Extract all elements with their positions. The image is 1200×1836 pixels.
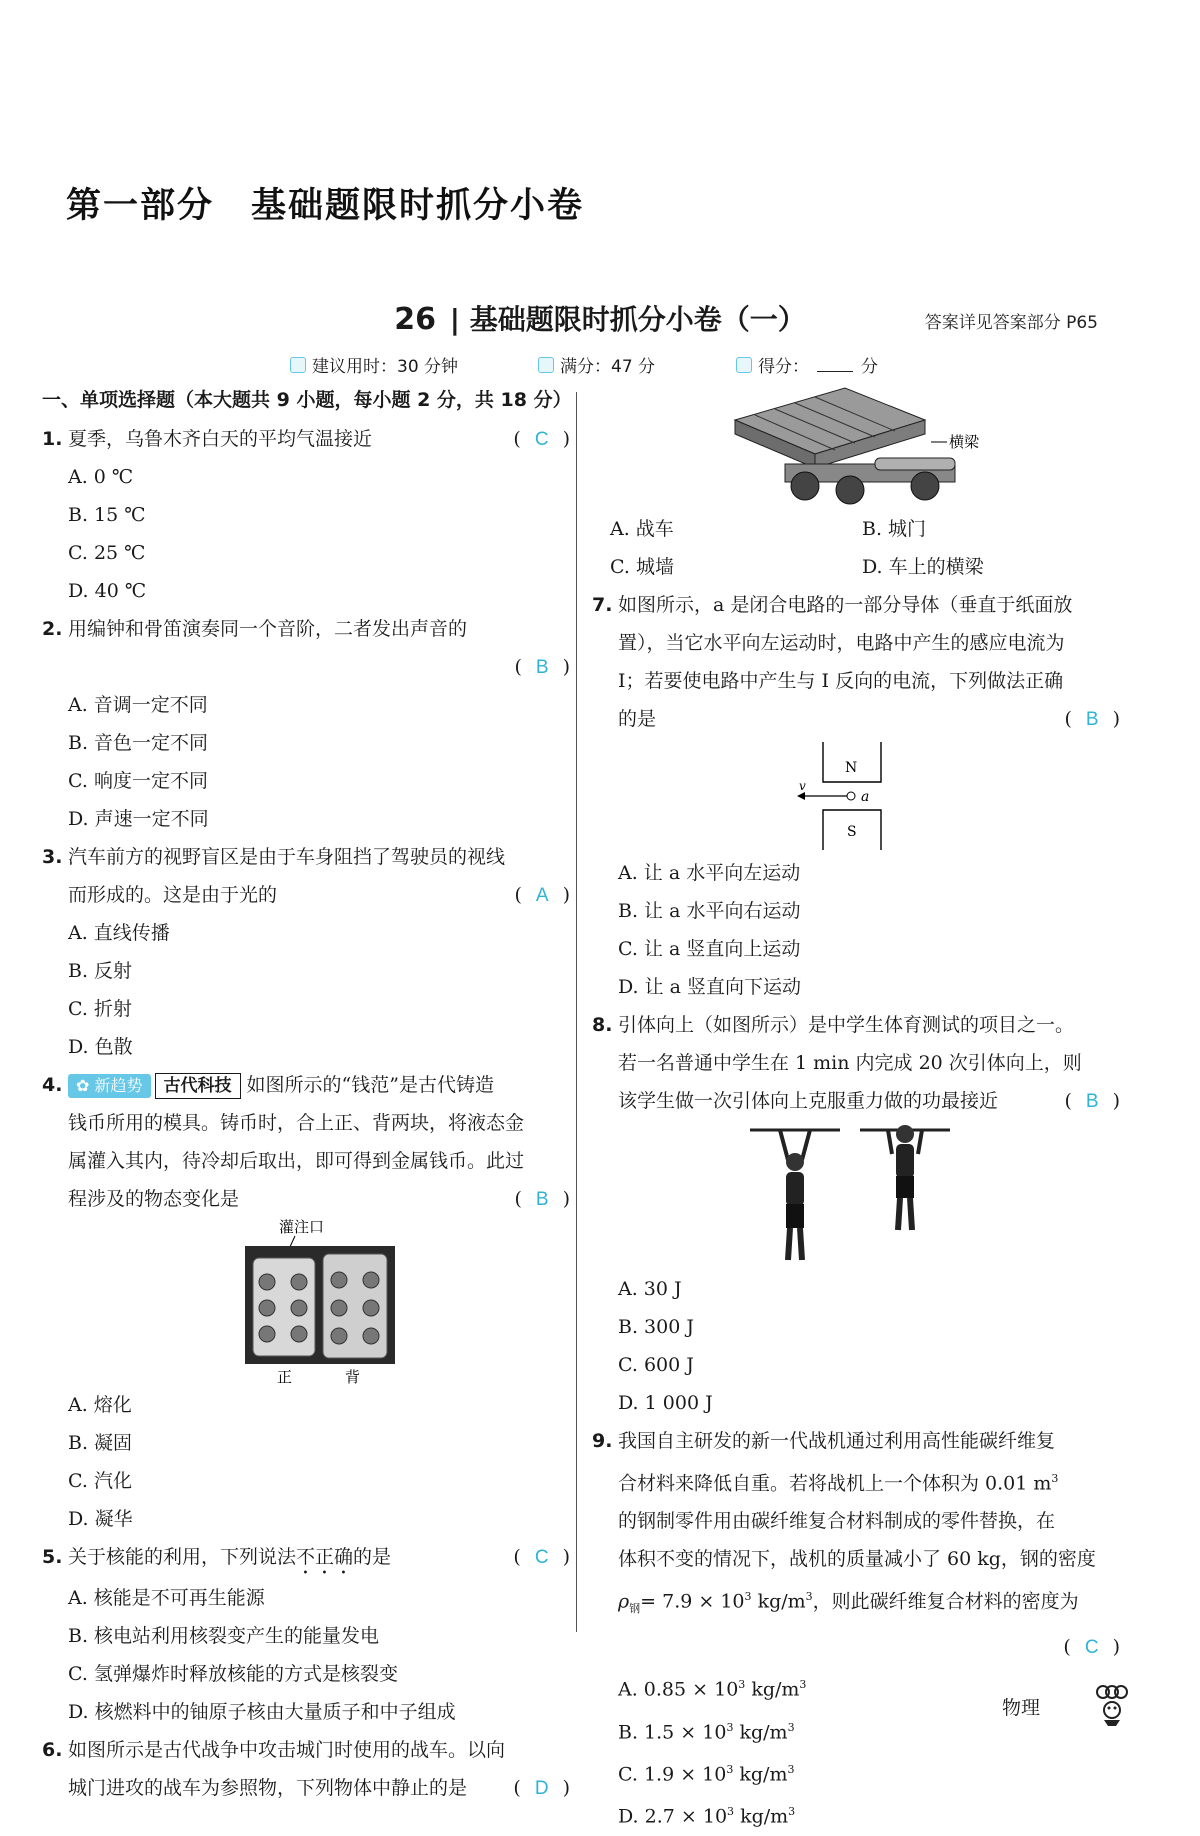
answer-letter: C bbox=[534, 429, 549, 450]
stem-text: 程涉及的物态变化是 bbox=[68, 1188, 240, 1210]
question-9 bbox=[590, 1422, 1120, 1836]
pullup-figure bbox=[590, 1120, 1120, 1270]
option-d[interactable]: D. 1 000 J bbox=[618, 1392, 713, 1414]
stem-text: 夏季，乌鲁木齐白天的平均气温接近 bbox=[68, 428, 373, 450]
question-2 bbox=[40, 610, 570, 838]
answer-slot: ( B ) bbox=[514, 656, 570, 678]
question-stem-line4 bbox=[590, 700, 1120, 738]
options bbox=[590, 854, 1120, 1006]
q6-options bbox=[590, 510, 1120, 586]
time-meta bbox=[290, 352, 458, 377]
mascot-logo-icon bbox=[1094, 1684, 1130, 1732]
score-blank[interactable] bbox=[817, 357, 853, 372]
score-unit: 分 bbox=[861, 357, 878, 377]
question-5 bbox=[40, 1538, 570, 1731]
answer-row bbox=[40, 648, 570, 686]
right-column bbox=[590, 428, 1120, 1836]
magnet-figure bbox=[590, 738, 1120, 854]
stem-text: 而形成的。这是由于光的 bbox=[68, 884, 278, 906]
options bbox=[590, 1270, 1120, 1422]
option-d[interactable]: D. 车上的横梁 bbox=[862, 556, 984, 578]
question-3 bbox=[40, 838, 570, 1066]
topic-tag: 古代科技 bbox=[155, 1073, 241, 1099]
option-b[interactable]: B. 音色一定不同 bbox=[68, 732, 209, 754]
question-number: 2. bbox=[42, 618, 63, 640]
stem-text: 汽车前方的视野盲区是由于车身阻挡了驾驶员的视线 bbox=[68, 846, 506, 868]
score-meta bbox=[736, 352, 878, 377]
title-divider: | bbox=[449, 303, 460, 336]
answer-slot: ( B ) bbox=[1064, 708, 1120, 730]
question-stem-line2 bbox=[40, 876, 570, 914]
question-stem bbox=[590, 1422, 1120, 1460]
label-pour-inlet: 灌注口 bbox=[279, 1218, 325, 1236]
stem-text: 如图所示是古代战争中攻击城门时使用的战车。以向 bbox=[68, 1739, 506, 1761]
pullup-image bbox=[750, 1120, 960, 1270]
question-number: 5. bbox=[42, 1546, 63, 1568]
superscript: 3 bbox=[1051, 1472, 1059, 1485]
answer-letter: B bbox=[1085, 1091, 1099, 1112]
stem-text: 合材料来降低自重。若将战机上一个体积为 0.01 m bbox=[618, 1472, 1052, 1495]
question-stem-line5 bbox=[590, 1578, 1120, 1628]
answer-slot: ( A ) bbox=[514, 884, 570, 906]
option-b[interactable]: B. 核电站利用核裂变产生的能量发电 bbox=[68, 1625, 380, 1647]
question-7 bbox=[590, 586, 1120, 1006]
magnet-diagram bbox=[785, 738, 925, 854]
question-stem-line2: 钱币所用的模具。铸币时，合上正、背两块，将液态金 bbox=[68, 1112, 525, 1134]
stem-text: 该学生做一次引体向上克服重力做的功最接近 bbox=[618, 1090, 999, 1112]
column-divider bbox=[576, 392, 577, 1632]
medal-icon bbox=[736, 357, 752, 373]
option-c[interactable]: C. 氢弹爆炸时释放核能的方式是核裂变 bbox=[68, 1663, 398, 1685]
question-stem-line3 bbox=[590, 1082, 1120, 1120]
question-stem bbox=[40, 610, 570, 648]
option-d[interactable]: D. 凝华 bbox=[68, 1508, 133, 1530]
stem-text: 如图所示的“钱范”是古代铸造 bbox=[246, 1074, 494, 1096]
option-d[interactable]: D. 核燃料中的铀原子核由大量质子和中子组成 bbox=[68, 1701, 456, 1723]
question-stem bbox=[40, 1066, 570, 1104]
score-label: 得分： bbox=[758, 357, 809, 377]
left-column bbox=[40, 380, 570, 1807]
question-number: 1. bbox=[42, 428, 63, 450]
option-c[interactable]: C. 25 ℃ bbox=[68, 542, 146, 564]
rho-subscript: 钢 bbox=[629, 1602, 641, 1616]
option-c[interactable]: C. 让 a 竖直向上运动 bbox=[618, 938, 801, 960]
superscript: 3 bbox=[805, 1590, 813, 1604]
full-score-meta bbox=[538, 352, 655, 377]
stem-text: 引体向上（如图所示）是中学生体育测试的项目之一。 bbox=[618, 1014, 1075, 1036]
stem-text-end: 的是 bbox=[353, 1546, 392, 1568]
battering-ram-figure bbox=[590, 380, 1120, 510]
question-stem-line2: 若一名普通中学生在 1 min 内完成 20 次引体向上，则 bbox=[618, 1052, 1082, 1074]
stem-text: = 7.9 × 10 bbox=[640, 1590, 745, 1613]
options bbox=[40, 1386, 570, 1538]
new-trend-tag: ✿ 新趋势 bbox=[68, 1074, 151, 1098]
clock-icon bbox=[290, 357, 306, 373]
question-number: 9. bbox=[592, 1430, 613, 1452]
answer-slot: ( B ) bbox=[1064, 1090, 1120, 1112]
question-stem bbox=[40, 1538, 570, 1579]
label-velocity: v bbox=[799, 779, 806, 793]
label-back: 背 bbox=[345, 1368, 361, 1386]
part-title: 第一部分 基础题限时抓分小卷 bbox=[66, 186, 585, 226]
option-d[interactable]: D. 40 ℃ bbox=[68, 580, 147, 602]
question-8 bbox=[590, 1006, 1120, 1422]
rho-symbol: ρ bbox=[618, 1590, 630, 1613]
stem-text: ，则此碳纤维复合材料的密度为 bbox=[812, 1590, 1079, 1613]
pullup-person-hanging bbox=[750, 1130, 840, 1260]
answer-slot: ( C ) bbox=[1063, 1636, 1120, 1659]
section-title: 一、单项选择题（本大题共 9 小题，每小题 2 分，共 18 分） bbox=[42, 389, 572, 411]
question-number: 8. bbox=[592, 1014, 613, 1036]
question-number: 7. bbox=[592, 594, 613, 616]
option-c[interactable]: C. 城墙 bbox=[610, 556, 674, 578]
option-d[interactable]: D. 声速一定不同 bbox=[68, 808, 209, 830]
tag-text: 新趋势 bbox=[94, 1076, 143, 1095]
answer-slot: ( B ) bbox=[514, 1188, 570, 1210]
stem-text: 如图所示，a 是闭合电路的一部分导体（垂直于纸面放 bbox=[618, 594, 1073, 616]
option-a[interactable]: A. 核能是不可再生能源 bbox=[68, 1587, 265, 1609]
option-d[interactable]: D. 色散 bbox=[68, 1036, 133, 1058]
answer-letter: B bbox=[535, 657, 549, 678]
option-b[interactable]: B. 凝固 bbox=[68, 1432, 133, 1454]
answer-letter: A bbox=[535, 885, 549, 906]
answer-slot: ( C ) bbox=[513, 428, 570, 450]
option-a[interactable]: A. 熔化 bbox=[68, 1394, 132, 1416]
label-conductor: a bbox=[861, 789, 870, 805]
option-b[interactable]: B. 反射 bbox=[68, 960, 133, 982]
question-number: 6. bbox=[42, 1739, 63, 1761]
question-stem-line3: I；若要使电路中产生与 I 反向的电流，下列做法正确 bbox=[618, 670, 1064, 692]
option-c[interactable]: C. $1.9 \times 10^3$ $kg/m^3$ bbox=[618, 1763, 795, 1786]
option-a[interactable]: A. 0 ℃ bbox=[68, 466, 134, 488]
question-stem-line4: 体积不变的情况下，战机的质量减小了 60 kg，钢的密度 bbox=[618, 1548, 1096, 1571]
answer-letter: C bbox=[1084, 1637, 1099, 1659]
label-south: S bbox=[847, 824, 857, 840]
question-stem-line2: 置），当它水平向左运动时，电路中产生的感应电流为 bbox=[618, 632, 1065, 654]
option-a[interactable]: A. 音调一定不同 bbox=[68, 694, 208, 716]
options bbox=[40, 458, 570, 610]
option-b[interactable]: B. $1.5 \times 10^3$ $kg/m^3$ bbox=[618, 1720, 795, 1744]
question-stem-line2 bbox=[40, 1769, 570, 1807]
option-a[interactable]: A. 直线传播 bbox=[68, 922, 170, 944]
options bbox=[590, 1666, 1120, 1835]
answer-slot: ( C ) bbox=[513, 1546, 570, 1568]
option-d[interactable]: D. 让 a 竖直向下运动 bbox=[618, 976, 802, 998]
question-stem bbox=[40, 420, 570, 458]
answer-letter: B bbox=[535, 1189, 549, 1210]
question-stem bbox=[590, 1006, 1120, 1044]
option-c[interactable]: C. 响度一定不同 bbox=[68, 770, 208, 792]
options bbox=[40, 1579, 570, 1731]
stem-emphasis: 不正确 bbox=[296, 1546, 354, 1568]
answer-letter: B bbox=[1085, 709, 1099, 730]
option-a[interactable]: A. 战车 bbox=[610, 518, 674, 540]
battering-ram-image bbox=[725, 380, 985, 510]
stem-text: 用编钟和骨笛演奏同一个音阶，二者发出声音的 bbox=[68, 618, 468, 640]
score-icon bbox=[538, 357, 554, 373]
question-stem bbox=[590, 586, 1120, 624]
answer-letter: D bbox=[534, 1778, 549, 1799]
option-a[interactable]: A. 让 a 水平向左运动 bbox=[618, 862, 801, 884]
question-number: 3. bbox=[42, 846, 63, 868]
option-b[interactable]: B. 300 J bbox=[618, 1316, 694, 1338]
option-a[interactable]: A. 30 J bbox=[618, 1278, 682, 1300]
full-score-text: 满分：47 分 bbox=[560, 357, 656, 377]
question-4 bbox=[40, 1066, 570, 1538]
option-c[interactable]: C. 折射 bbox=[68, 998, 132, 1020]
answer-reference: 答案详见答案部分 P65 bbox=[924, 313, 1098, 333]
question-stem-line2 bbox=[590, 1460, 1120, 1502]
question-1 bbox=[40, 420, 570, 610]
paper-title-text: 基础题限时抓分小卷（一） bbox=[469, 303, 806, 336]
stem-text: 城门进攻的战车为参照物，下列物体中静止的是 bbox=[68, 1777, 468, 1799]
answer-letter: C bbox=[534, 1547, 549, 1568]
options bbox=[40, 914, 570, 1066]
question-stem-line4 bbox=[40, 1180, 570, 1218]
question-stem-line3: 的钢制零件用由碳纤维复合材料制成的零件替换，在 bbox=[618, 1510, 1056, 1533]
footer-subject: 物理 bbox=[1001, 1697, 1040, 1719]
stem-text: 关于核能的利用，下列说法 bbox=[68, 1546, 297, 1568]
option-a[interactable]: A. $0.85 \times 10^3$ $kg/m^3$ bbox=[618, 1678, 807, 1701]
option-c[interactable]: C. 600 J bbox=[618, 1354, 694, 1376]
coin-mold-figure bbox=[40, 1218, 570, 1386]
option-c[interactable]: C. 汽化 bbox=[68, 1470, 132, 1492]
option-d[interactable]: D. $2.7 \times 10^3$ $kg/m^3$ bbox=[618, 1805, 796, 1828]
coin-mold-image bbox=[205, 1218, 405, 1386]
label-beam: 横梁 bbox=[949, 433, 980, 451]
pullup-person-up bbox=[860, 1125, 950, 1230]
question-number: 4. bbox=[42, 1074, 63, 1096]
question-stem bbox=[40, 1731, 570, 1769]
option-b[interactable]: B. 城门 bbox=[862, 518, 927, 540]
option-b[interactable]: B. 让 a 水平向右运动 bbox=[618, 900, 801, 922]
option-b[interactable]: B. 15 ℃ bbox=[68, 504, 146, 526]
question-stem-line3: 属灌入其内，待冷却后取出，即可得到金属钱币。此过 bbox=[68, 1150, 525, 1172]
question-stem bbox=[40, 838, 570, 876]
label-front: 正 bbox=[277, 1368, 293, 1386]
paper-number: 26 bbox=[394, 302, 436, 337]
answer-slot: ( D ) bbox=[513, 1777, 570, 1799]
options bbox=[40, 686, 570, 838]
stem-text: 我国自主研发的新一代战机通过利用高性能碳纤维复 bbox=[618, 1430, 1056, 1452]
answer-row bbox=[590, 1628, 1120, 1666]
superscript: 3 bbox=[744, 1590, 752, 1604]
stem-text: kg/m bbox=[751, 1590, 806, 1613]
label-north: N bbox=[845, 760, 858, 776]
question-6 bbox=[40, 1731, 570, 1807]
stem-text: 的是 bbox=[618, 708, 657, 730]
time-text: 建议用时：30 分钟 bbox=[312, 357, 459, 377]
